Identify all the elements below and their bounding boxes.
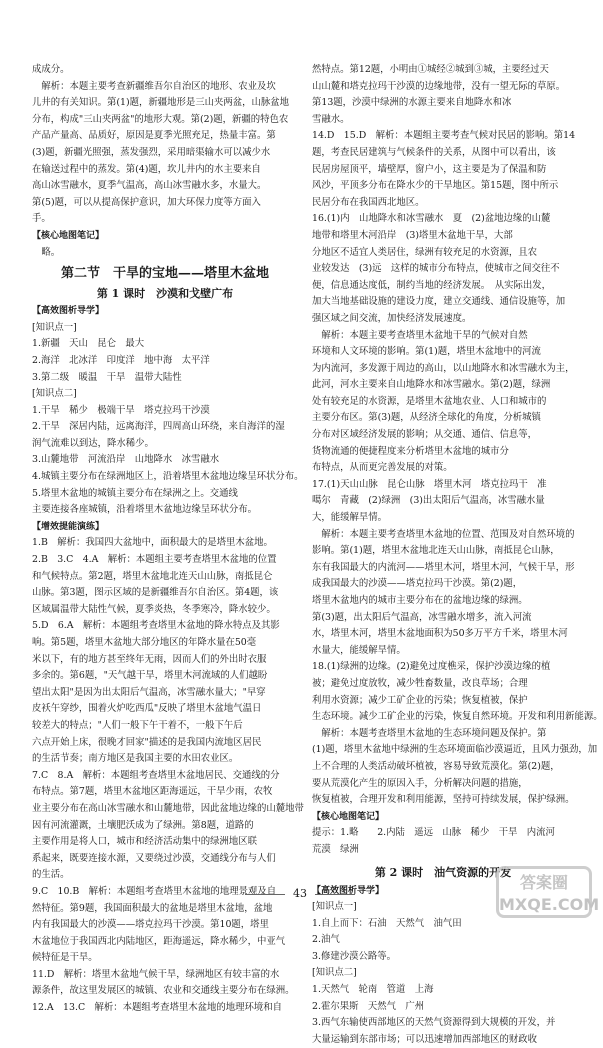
knowledge-item: 1.自上而下：石油 天然气 油气田	[312, 917, 462, 929]
answer-text-line: 和气候特点。第2题，塔里木盆地北连天山山脉，南抵昆仑	[32, 570, 273, 582]
answer-text-line: 11.D 解析：塔里木盆地气候干旱，绿洲地区有较丰富的水	[32, 968, 280, 980]
knowledge-point-label: [知识点一]	[312, 901, 357, 913]
knowledge-item: 3.第二级 暖温 干旱 温带大陆性	[32, 371, 182, 383]
answer-text-line: 16.(1)内 山地降水和冰雪融水 夏 (2)盆地边缘的山麓	[312, 213, 551, 225]
watermark-logo: 答案圈 MXQE.COM	[496, 866, 592, 918]
answer-text-line: 然特征。第9题，我国面积最大的盆地是塔里木盆地，盆地	[32, 902, 273, 914]
answer-text-line: 被；避免过度放牧，减少牲畜数量，改良草场；合理	[312, 677, 528, 689]
answer-text-line: 较差大的特点；"人们一般下午干着不，一般下午后	[32, 719, 243, 731]
answer-text-line: 噶尔 青藏 (2)绿洲 (3)出太阳后气温高，冰雪融水量	[312, 495, 545, 507]
knowledge-item: 5.塔里木盆地的城镇主要分布在绿洲之上。交通线	[32, 487, 238, 499]
map-note-body	[312, 825, 574, 858]
answer-text-line: 布特点，从而更完善发展的对策。	[312, 462, 453, 474]
lesson-title: 第 2 课时 油气资源的开发	[374, 865, 512, 879]
answer-text-line: 大，能缓解旱情。	[312, 512, 388, 524]
answer-text-line: 六点开始上床，很晚才回家"描述的是我国内流地区居民	[32, 736, 262, 748]
knowledge-item: 主要连接各座城镇，沿着塔里木盆地边缘呈环状分布。	[32, 504, 258, 516]
answer-text-line: 雪融水。	[312, 113, 350, 125]
answer-text-line: 地带和塔里木河沿岸 (3)塔里木盆地干旱，大部	[312, 229, 513, 241]
answer-text-line: 民居房屋顶平，墙壁厚，窗户小，这主要是为了保温和防	[312, 163, 547, 175]
answer-text-line: 解析：本题考查塔里木盆地的生态环境问题及保护。第	[312, 727, 547, 739]
section-title: 第二节 干旱的宝地——塔里木盆地	[60, 266, 269, 282]
answer-text-line: 风沙，平顶多分布在降水少的干旱地区。第15题，图中所示	[312, 180, 559, 192]
answer-text-line: 解析：本题主要考查塔里木盆地的位置、范围及对自然环境的	[312, 528, 575, 540]
answer-text-line: 此河，河水主要来自山地降水和冰雪融水。第(2)题，绿洲	[312, 379, 551, 391]
answer-text-line: 分布对区域经济发展的影响；从交通、通信、信息等，	[312, 429, 538, 441]
answer-text-line: 系起来，既要连接水源，又要绕过沙漠，交通线分布与人们	[32, 852, 276, 864]
answer-text-line: 水量大，能缓解旱情。	[312, 644, 406, 656]
knowledge-item: 3.西气东输使西部地区的天然气资源得到大规模的开发，并	[312, 1017, 556, 1029]
answer-text-line: 解析：本题主要考查新疆维吾尔自治区的地形、农业及坎	[32, 80, 276, 92]
knowledge-point-label: [知识点一]	[32, 321, 77, 333]
answer-text-line: 5.D 6.A 解析：本题组考查塔里木盆地的降水特点及其影	[32, 620, 280, 632]
answer-text-line: 候特征是干旱。	[32, 952, 98, 964]
answer-text-line: 在输送过程中的蒸发。第(4)题，坎儿井内的水主要来自	[32, 163, 261, 175]
map-note-header: 【核心地图笔记】	[312, 811, 385, 822]
answer-text-line: 多余的。第6题，"天气越干旱，塔里木河流域的人们越盼	[32, 670, 268, 682]
left-top-answers	[32, 62, 298, 228]
knowledge-point-1-list	[312, 916, 574, 966]
knowledge-item: 3.修建沙漠公路等。	[312, 950, 396, 962]
answer-text-line: 恢复植被，合理开发和利用能源，坚持可持续发展，保护绿洲。	[312, 794, 575, 806]
knowledge-item: 2.霍尔果斯 天然气 广州	[312, 1000, 425, 1012]
knowledge-point-1-list	[32, 336, 298, 386]
answer-text-line: 产品产量高、品质好，原因是夏季光照充足，热量丰富。第	[32, 130, 276, 142]
answer-text-line: 业较发达 (3)远 这样的城市分布特点，使城市之间交往不	[312, 263, 560, 275]
map-note-line: 提示：1.略 2.内陆 遥远 山脉 稀少 干旱 内流河	[312, 827, 555, 839]
answer-text-line: 米以下，有的地方甚至终年无雨，因而人们的外出时衣服	[32, 653, 267, 665]
answer-text-line: 业主要分布在高山冰雪融水和山麓地带，因此盆地边缘的山麓地带	[32, 802, 304, 814]
answer-text-line: 望出太阳"是因为出太阳后气温高，冰雪融水量大；"早穿	[32, 686, 266, 698]
answer-text-line: 山脉。第3题，图示区域的是新疆维吾尔自治区。第4题，该	[32, 587, 279, 599]
answer-text-line: 东有我国最大的内流河——塔里木河，塔里木河，气候干旱，形	[312, 561, 575, 573]
answer-text-line: 14.D 15.D 解析：本题组主要考查气候对民居的影响。第14	[312, 130, 576, 142]
answer-text-line: 成我国最大的沙漠——塔克拉玛干沙漠。第(2)题，	[312, 578, 523, 590]
page-number: 43	[0, 886, 600, 903]
answer-text-line: 手。	[32, 213, 51, 225]
knowledge-item: 1.新疆 天山 昆仑 最大	[32, 338, 145, 350]
guide-header: 【高效图析导学】	[32, 306, 105, 317]
answer-text-line: 水，塔里木河，塔里木盆地面积为50多万平方千米，塔里木河	[312, 628, 568, 640]
knowledge-item: 2.海洋 北冰洋 印度洋 地中海 太平洋	[32, 354, 210, 366]
answer-text-line: 区域属温带大陆性气候，夏季炎热，冬季寒冷，降水较少。	[32, 603, 276, 615]
answer-text-line: 高山冰雪融水，夏季气温高，高山冰雪融水多，水量大。	[32, 180, 267, 192]
answer-text-line: 木盆地位于我国西北内陆地区，距海遥远，降水稀少，中亚气	[32, 935, 286, 947]
answer-text-line: 12.A 13.C 解析：本题组考查塔里木盆地的地理环境和自	[32, 1002, 283, 1014]
answer-text-line: 题，考查民居建筑与气候条件的关系，从图中可以看出，该	[312, 146, 556, 158]
answer-text-line: 17.(1)天山山脉 昆仑山脉 塔里木河 塔克拉玛干 准	[312, 478, 547, 490]
map-note-line: 荒漠 绿洲	[312, 843, 359, 855]
answer-text-line: 7.C 8.A 解析：本题组考查塔里木盆地居民、交通线的分	[32, 769, 280, 781]
answer-text-line: 成成分。	[32, 64, 70, 75]
knowledge-point-2-list	[32, 403, 304, 519]
answer-text-line: 主要分布区。第(3)题，从经济全球化的角度，分析城镇	[312, 412, 541, 424]
answer-text-line: 环境和人文环境的影响。第(1)题，塔里木盆地中的河流	[312, 346, 541, 358]
map-note-header: 【核心地图笔记】	[32, 230, 105, 241]
knowledge-point-label: [知识点二]	[32, 388, 77, 400]
answer-text-line: 塔里木盆地内的城市主要分布在的盆地边缘的绿洲。	[312, 595, 528, 606]
answer-text-line: 儿井的有关知识。第(1)题，新疆地形是三山夹两盆，山脉盆地	[32, 97, 290, 109]
answer-text-line: 影响。第(1)题，塔里木盆地北连天山山脉，南抵昆仑山脉，	[312, 545, 560, 557]
knowledge-item: 润气流难以到达，降水稀少。	[32, 437, 154, 449]
answer-text-line: 分布，构成"三山夹两盆"的地形大观。第(2)题，新疆的特色农	[32, 113, 289, 125]
answer-text-line: 然特点。第12题，小明由①城经②城到③城，主要经过天	[312, 64, 549, 75]
answer-text-line: 18.(1)绿洲的边缘。(2)避免过度樵采，保护沙漠边缘的植	[312, 661, 551, 673]
lesson-title: 第 1 课时 沙漠和戈壁广布	[96, 287, 234, 301]
answer-text-line: 源条件，故这里发展区的城镇、农业和交通线主要分布在绿洲。	[32, 985, 295, 997]
answer-text-line: 响。第5题，塔里木盆地大部分地区的年降水量在50毫	[32, 637, 257, 648]
knowledge-item: 2.干旱 深居内陆，远离海洋，四周高山环绕，来自海洋的湿	[32, 421, 285, 433]
answer-text-line: 第(5)题，可以从提高保护意识，加大环保力度等方面入	[32, 196, 261, 208]
right-answers	[312, 62, 603, 809]
answer-text-line: 因有河流灌溉，土壤肥沃成为了绿洲。第8题，道路的	[32, 819, 254, 831]
answer-text-line: 皮袄午穿纱，围着火炉吃西瓜"反映了塔里木盆地气温日	[32, 703, 262, 715]
knowledge-item: 2.油气	[312, 934, 340, 946]
practice-header: 【增效提能演练】	[32, 521, 105, 532]
answer-text-line: 2.B 3.C 4.A 解析：本题组主要考查塔里木盆地的位置	[32, 554, 277, 566]
knowledge-point-label: [知识点二]	[312, 967, 357, 979]
answer-text-line: 为内流河，多发源于周边的高山，以山地降水和冰雪融水为主，	[312, 362, 575, 374]
answer-text-line: 分地区不适宜人类居住，绿洲有较充足的水资源，且农	[312, 246, 538, 258]
answer-text-line: 主要作用是将人口，城市和经济活动集中的绿洲地区联	[32, 836, 258, 848]
knowledge-item: 1.干旱 稀少 极端干旱 塔克拉玛干沙漠	[32, 404, 210, 416]
guide-header: 【高效图析导学】	[312, 885, 385, 896]
knowledge-item: 3.山麓地带 河流沿岸 山地降水 冰雪融水	[32, 454, 220, 466]
knowledge-point-2-list	[312, 982, 574, 1048]
answer-text-line: 货物流通的便捷程度来分析塔里木盆地的城市分	[312, 445, 509, 457]
answer-text-line: 第13题，沙漠中绿洲的水源主要来自地降水和冰	[312, 97, 512, 109]
map-note-body: 略。	[32, 246, 61, 258]
answer-text-line: 处有较充足的水资源，是塔里木盆地农业、人口和城市的	[312, 395, 547, 407]
answer-text-line: 的生活节奏；南方地区是我国主要的水田农业区。	[32, 753, 239, 765]
knowledge-item: 大量运输到东部市场；可以迅速增加西部地区的财政收	[312, 1033, 538, 1045]
answer-text-line: 第(3)题，出太阳后气温高，冰雪融水增多，流入河流	[312, 611, 532, 623]
answer-text-line: 解析：本题主要考查塔里木盆地干旱的气候对自然	[312, 329, 528, 341]
answer-text-line: 便，信息通达度低，制约当地的经济发展。 从实际出发，	[312, 279, 552, 291]
answer-text-line: 1.B 解析：我国四大盆地中，面积最大的是塔里木盆地。	[32, 537, 273, 549]
answer-text-line: (1)题，塔里木盆地中绿洲的生态环境面临沙漠逼近，且风力强劲，加	[312, 744, 598, 756]
answer-text-line: 民居分布在我国西北地区。	[312, 196, 425, 208]
answer-text-line: 的生活。	[32, 869, 70, 881]
answer-text-line: 上不合理的人类活动破坏植被，容易导致荒漠化。第(2)题，	[312, 760, 560, 772]
answer-text-line: 要从荒漠化产生的原因入手，分析解决问题的措施，	[312, 777, 528, 789]
answer-text-line: 山山麓和塔克拉玛干沙漠的边缘地带，没有一望无际的草原。	[312, 80, 566, 92]
answer-text-line: 加大当地基础设施的建设力度，建立交通线、通信设施等，加	[312, 296, 566, 308]
answer-text-line: 内有我国最大的沙漠——塔克拉玛干沙漠。第10题，塔里	[32, 919, 269, 931]
answer-text-line: 布特点。第7题，塔里木盆地区距海遥远，干旱少雨，农牧	[32, 786, 273, 798]
answer-text-line: (3)题，新疆光照强，蒸发强烈，采用暗渠输水可以减少水	[32, 146, 271, 158]
answer-text-line: 利用水资源；减少工矿企业的污染；恢复植被，保护	[312, 694, 528, 706]
knowledge-item: 4.城镇主要分布在绿洲地区上，沿着塔里木盆地边缘呈环状分布。	[32, 471, 304, 483]
answer-text-line: 强区域之间交流，加快经济发展速度。	[312, 312, 472, 324]
answer-text-line: 9.C 10.B 解析：本题组考查塔里木盆地的地理景观及自	[32, 885, 277, 897]
knowledge-item: 1.天然气 轮南 管道 上海	[312, 984, 434, 996]
answer-text-line: 生态环境。减少工矿企业的污染，恢复自然环境。开发和利用新能源。	[312, 711, 603, 723]
